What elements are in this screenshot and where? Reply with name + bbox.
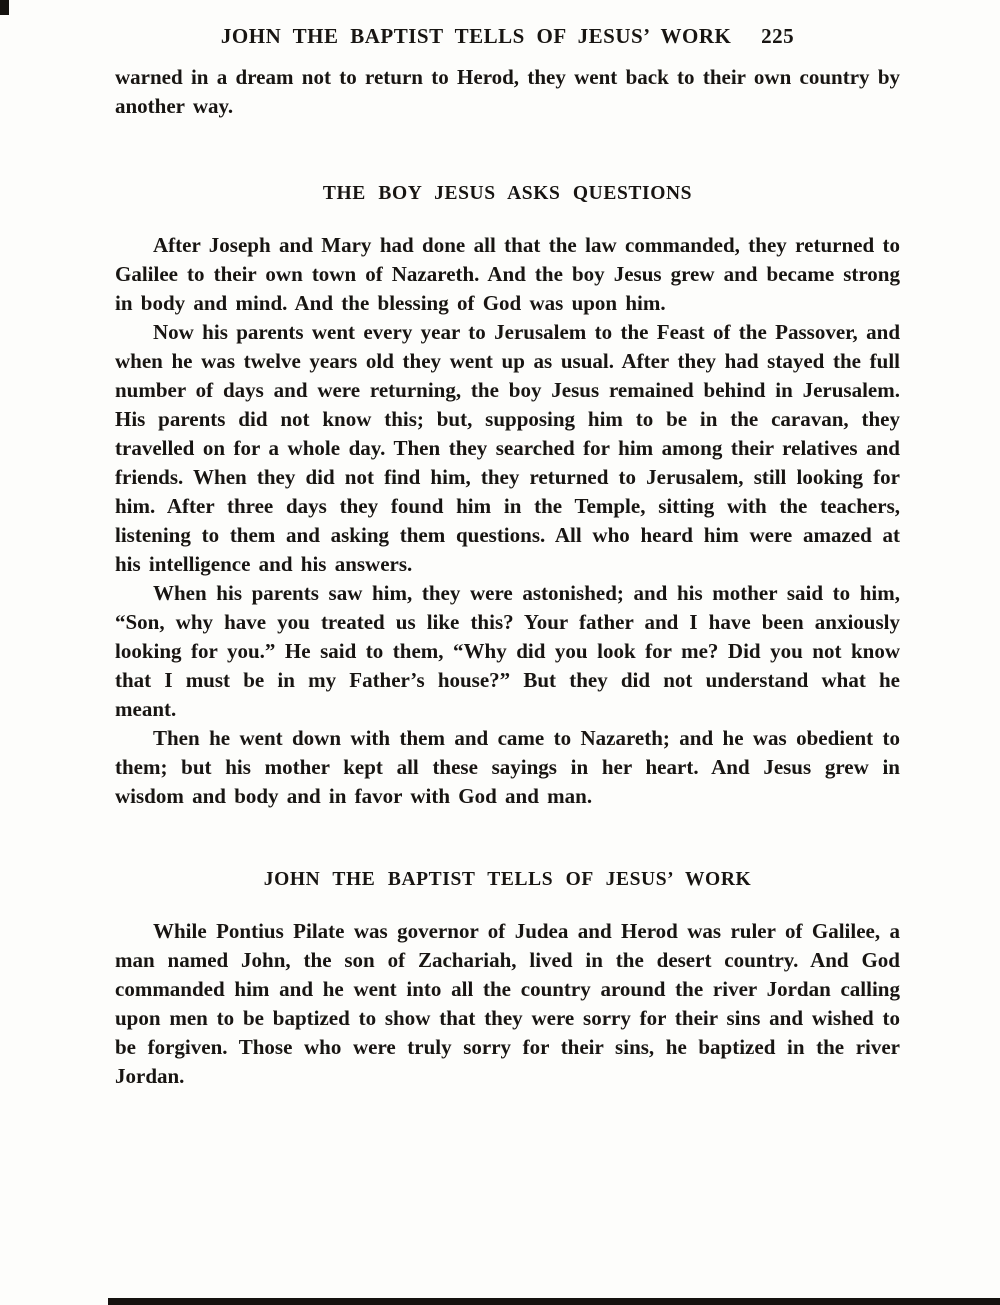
paragraph: While Pontius Pilate was governor of Judea and Herod was ruler of Galilee, a man named John, the son of Zachariah, lived in the desert country. And God commanded him and he went into all the country around the river Jordan calling upon men to be baptized to show that they were sorry for their sins and wished to be forgiven. Those who were truly sorry for their sins, he baptized in the river Jordan. <box>115 919 900 1088</box>
section-heading-boy-jesus: THE BOY JESUS ASKS QUESTIONS <box>322 183 693 204</box>
scan-artifact-mark <box>0 0 9 15</box>
running-head-title: JOHN THE BAPTIST TELLS OF JESUS’ WORK <box>220 24 732 48</box>
section-heading-john-baptist: JOHN THE BAPTIST TELLS OF JESUS’ WORK <box>263 869 752 890</box>
scan-artifact-line <box>108 1298 1000 1305</box>
paragraph: Then he went down with them and came to Nazareth; and he was obedient to them; but his mother kept all these sayings in her heart. And Jesus grew in wisdom and body and in favor with God and man. <box>115 726 900 808</box>
paragraph: After Joseph and Mary had done all that the law commanded, they returned to Galilee to their own town of Nazareth. And the boy Jesus grew and became strong in body and mind. And the blessing of God was upon him. <box>115 233 900 315</box>
continuation-paragraph: warned in a dream not to return to Herod, they went back to their own country by another way. <box>115 65 900 118</box>
page-header <box>115 24 900 49</box>
paragraph: When his parents saw him, they were astonished; and his mother said to him, “Son, why have you treated us like this? Your father and I have been anxiously looking for you.” He said to them, “Why did you look for me? Did you not know that I must be in my Father’s house?” But they did not understand what he meant. <box>115 581 900 721</box>
page-number: 225 <box>761 24 795 48</box>
paragraph: Now his parents went every year to Jerusalem to the Feast of the Passover, and when he was twelve years old they went up as usual. After they had stayed the full number of days and were returning, the boy Jesus remained behind in Jerusalem. His parents did not know this; but, supposing him to be in the caravan, they travelled on for a whole day. Then they searched for him among their relatives and friends. When they did not find him, they returned to Jerusalem, still looking for him. After three days they found him in the Temple, sitting with the teachers, listening to them and asking them questions. All who heard him were amazed at his intelligence and his answers. <box>115 320 900 576</box>
